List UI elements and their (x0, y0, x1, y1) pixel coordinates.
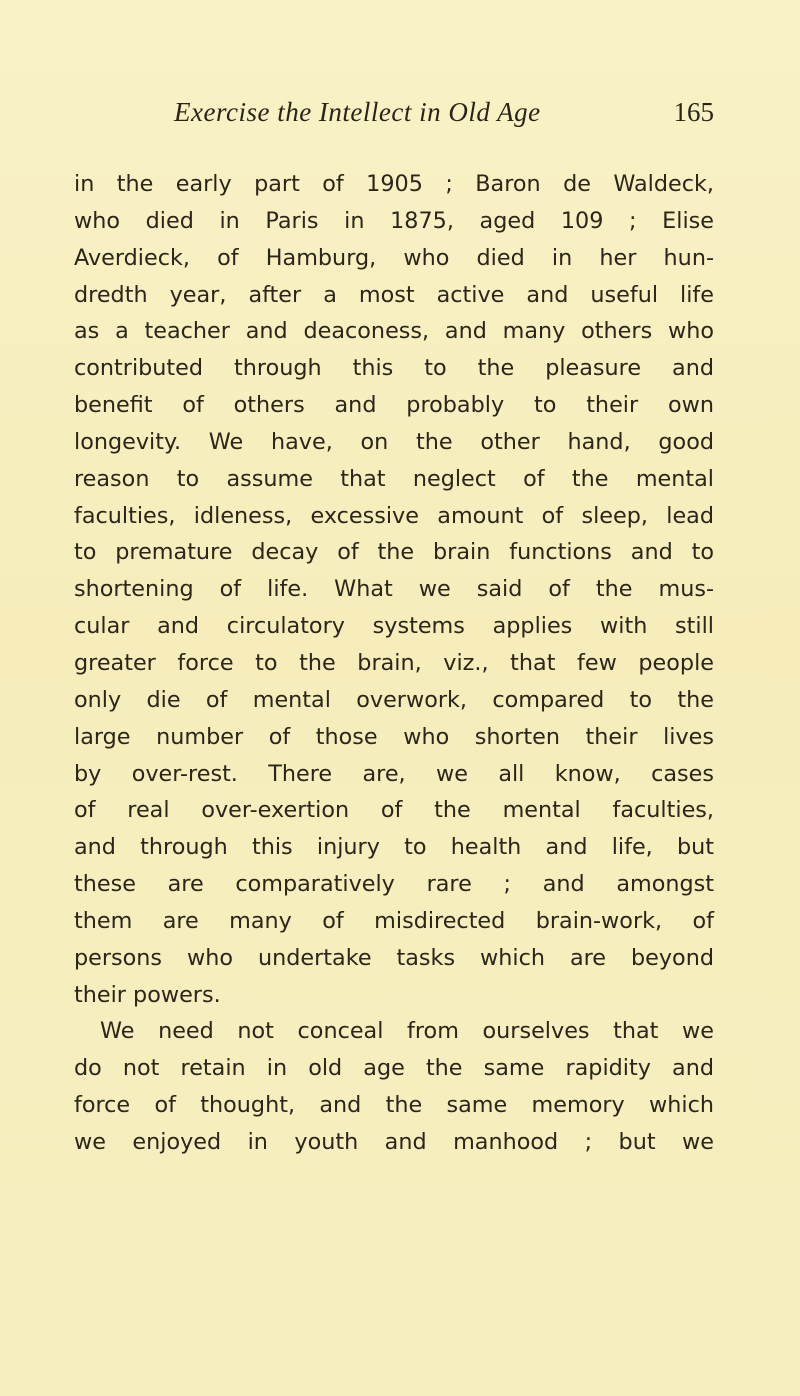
text-line: in the early part of 1905 ; Baron de Waldeck, (74, 171, 714, 197)
text-line: to premature decay of the brain functions and to (74, 539, 714, 566)
page-number: 165 (673, 97, 714, 127)
text-line: benefit of others and probably to their own (74, 392, 714, 419)
text-line: cular and circulatory systems applies with still (74, 613, 714, 640)
text-line: large number of those who shorten their lives (74, 723, 714, 750)
text-line: only die of mental overwork, compared to the (74, 686, 714, 713)
text-line: faculties, idleness, excessive amount of sleep, lead (74, 502, 714, 529)
text-line: and through this injury to health and life, but (74, 834, 714, 861)
text-line: longevity. We have, on the other hand, good (74, 428, 714, 455)
text-line: greater force to the brain, viz., that few people (74, 649, 714, 676)
text-line: persons who undertake tasks which are beyond (74, 944, 714, 971)
text-line: these are comparatively rare ; and amongst (74, 871, 714, 898)
text-line: as a teacher and deaconess, and many others who (74, 318, 714, 345)
running-title: Exercise the Intellect in Old Age (174, 97, 541, 127)
text-line: them are many of misdirected brain-work, of (74, 907, 714, 934)
text-line: contributed through this to the pleasure and (74, 355, 714, 382)
text-line: who died in Paris in 1875, aged 109 ; Elise (74, 207, 714, 234)
body-text (74, 166, 714, 1161)
text-line: dredth year, after a most active and useful life (74, 281, 714, 308)
text-line: do not retain in old age the same rapidity and (74, 1055, 714, 1082)
text-line: by over-rest. There are, we all know, cases (74, 760, 714, 787)
text-line: their powers. (74, 981, 221, 1008)
text-line-paragraph-start: We need not conceal from ourselves that we (100, 1018, 714, 1045)
text-line: reason to assume that neglect of the mental (74, 465, 714, 492)
text-line: of real over-exertion of the mental faculties, (74, 797, 714, 824)
text-line: we enjoyed in youth and manhood ; but we (74, 1128, 714, 1155)
text-line: force of thought, and the same memory which (74, 1092, 714, 1119)
text-line: shortening of life. What we said of the mus- (74, 576, 714, 603)
text-line: Averdieck, of Hamburg, who died in her hun- (74, 244, 714, 271)
running-head (174, 97, 714, 137)
